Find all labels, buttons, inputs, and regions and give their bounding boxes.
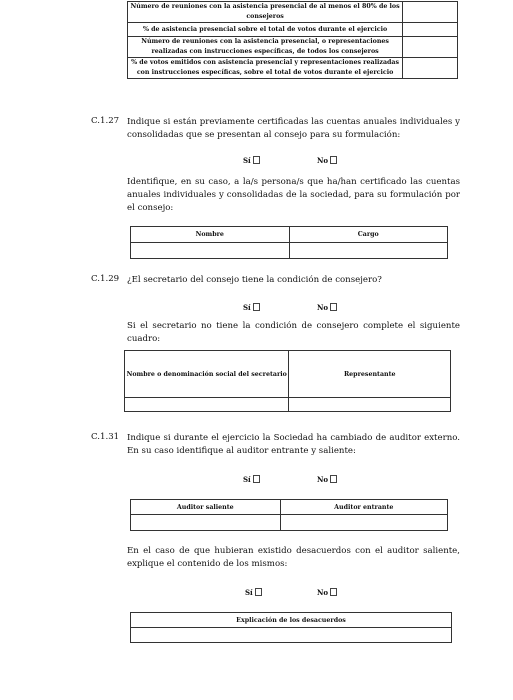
table-cell-value bbox=[403, 37, 458, 58]
yes-label: Sí bbox=[243, 156, 251, 165]
table-cell bbox=[289, 243, 447, 259]
table-cell bbox=[131, 515, 281, 531]
certifiers-table bbox=[130, 226, 448, 259]
no-option[interactable] bbox=[317, 475, 337, 484]
no-option[interactable] bbox=[317, 156, 337, 165]
section-instruction: Si el secretario no tiene la condición de consejero complete el siguiente cuadro: bbox=[127, 321, 460, 344]
checkbox-icon[interactable] bbox=[330, 588, 337, 596]
section-question: Indique si durante el ejercicio la Sociedad ha cambiado de auditor externo. En su caso identifique al auditor entrante y saliente: bbox=[127, 433, 460, 456]
table-header-row bbox=[125, 351, 451, 398]
table-header-row bbox=[131, 500, 448, 515]
yes-option[interactable] bbox=[243, 475, 260, 484]
section-question: Indique si están previamente certificadas las cuentas anuales individuales y consolidadas que se presentan al consejo para su formulación: bbox=[127, 117, 460, 140]
checkbox-icon[interactable] bbox=[330, 475, 337, 483]
table-row bbox=[125, 398, 451, 412]
section-question: ¿El secretario del consejo tiene la condición de consejero? bbox=[127, 275, 382, 285]
secretary-table bbox=[124, 350, 451, 412]
column-header: Explicación de los desacuerdos bbox=[131, 613, 452, 628]
checkbox-icon[interactable] bbox=[253, 156, 260, 164]
section-instruction: En el caso de que hubieran existido desacuerdos con el auditor saliente, explique el contenido de los mismos: bbox=[127, 546, 460, 569]
table-cell-value bbox=[403, 58, 458, 79]
table-cell-label: Número de reuniones con la asistencia presencial de al menos el 80% de los consejeros bbox=[128, 2, 403, 23]
section-number: C.1.29 bbox=[91, 274, 120, 284]
section-number: C.1.31 bbox=[91, 432, 120, 442]
table-header-row bbox=[131, 227, 448, 243]
yes-option[interactable] bbox=[245, 588, 262, 597]
column-header: Nombre o denominación social del secretario bbox=[125, 351, 289, 398]
table-cell-label: % de asistencia presencial sobre el total de votos durante el ejercicio bbox=[128, 23, 403, 37]
table-cell-label: Número de reuniones con la asistencia presencial, o representaciones realizadas con instrucciones específicas, de todos los consejeros bbox=[128, 37, 403, 58]
no-option[interactable] bbox=[317, 303, 337, 312]
table-cell-value bbox=[403, 2, 458, 23]
yes-label: Sí bbox=[243, 475, 251, 484]
yes-label: Sí bbox=[243, 303, 251, 312]
no-label: No bbox=[317, 475, 329, 484]
column-header: Auditor saliente bbox=[131, 500, 281, 515]
table-cell bbox=[125, 398, 289, 412]
table-row bbox=[128, 37, 458, 58]
section-number: C.1.27 bbox=[91, 116, 120, 126]
yes-label: Sí bbox=[245, 588, 253, 597]
table-row bbox=[131, 515, 448, 531]
table-header-row bbox=[131, 613, 452, 628]
checkbox-icon[interactable] bbox=[253, 475, 260, 483]
table-row bbox=[131, 243, 448, 259]
table-cell bbox=[280, 515, 447, 531]
table-cell bbox=[289, 398, 451, 412]
table-row bbox=[128, 23, 458, 37]
table-cell bbox=[131, 628, 452, 643]
auditor-table bbox=[130, 499, 448, 531]
table-row bbox=[131, 628, 452, 643]
checkbox-icon[interactable] bbox=[330, 156, 337, 164]
table-row bbox=[128, 58, 458, 79]
column-header: Cargo bbox=[289, 227, 447, 243]
checkbox-icon[interactable] bbox=[330, 303, 337, 311]
table-cell-value bbox=[403, 23, 458, 37]
table-cell-label: % de votos emitidos con asistencia presencial y representaciones realizadas con instrucciones específicas, sobre el total de votos durante el ejercicio bbox=[128, 58, 403, 79]
no-label: No bbox=[317, 303, 329, 312]
no-option[interactable] bbox=[317, 588, 337, 597]
column-header: Nombre bbox=[131, 227, 290, 243]
table-cell bbox=[131, 243, 290, 259]
no-label: No bbox=[317, 588, 329, 597]
no-label: No bbox=[317, 156, 329, 165]
disagreement-table bbox=[130, 612, 452, 643]
meetings-attendance-table bbox=[127, 1, 458, 79]
column-header: Auditor entrante bbox=[280, 500, 447, 515]
section-instruction: Identifique, en su caso, a la/s persona/s que ha/han certificado las cuentas anuales individuales y consolidadas de la sociedad, para su formulación por el consejo: bbox=[127, 177, 460, 213]
checkbox-icon[interactable] bbox=[253, 303, 260, 311]
yes-option[interactable] bbox=[243, 303, 260, 312]
column-header: Representante bbox=[289, 351, 451, 398]
table-row bbox=[128, 2, 458, 23]
yes-option[interactable] bbox=[243, 156, 260, 165]
checkbox-icon[interactable] bbox=[255, 588, 262, 596]
